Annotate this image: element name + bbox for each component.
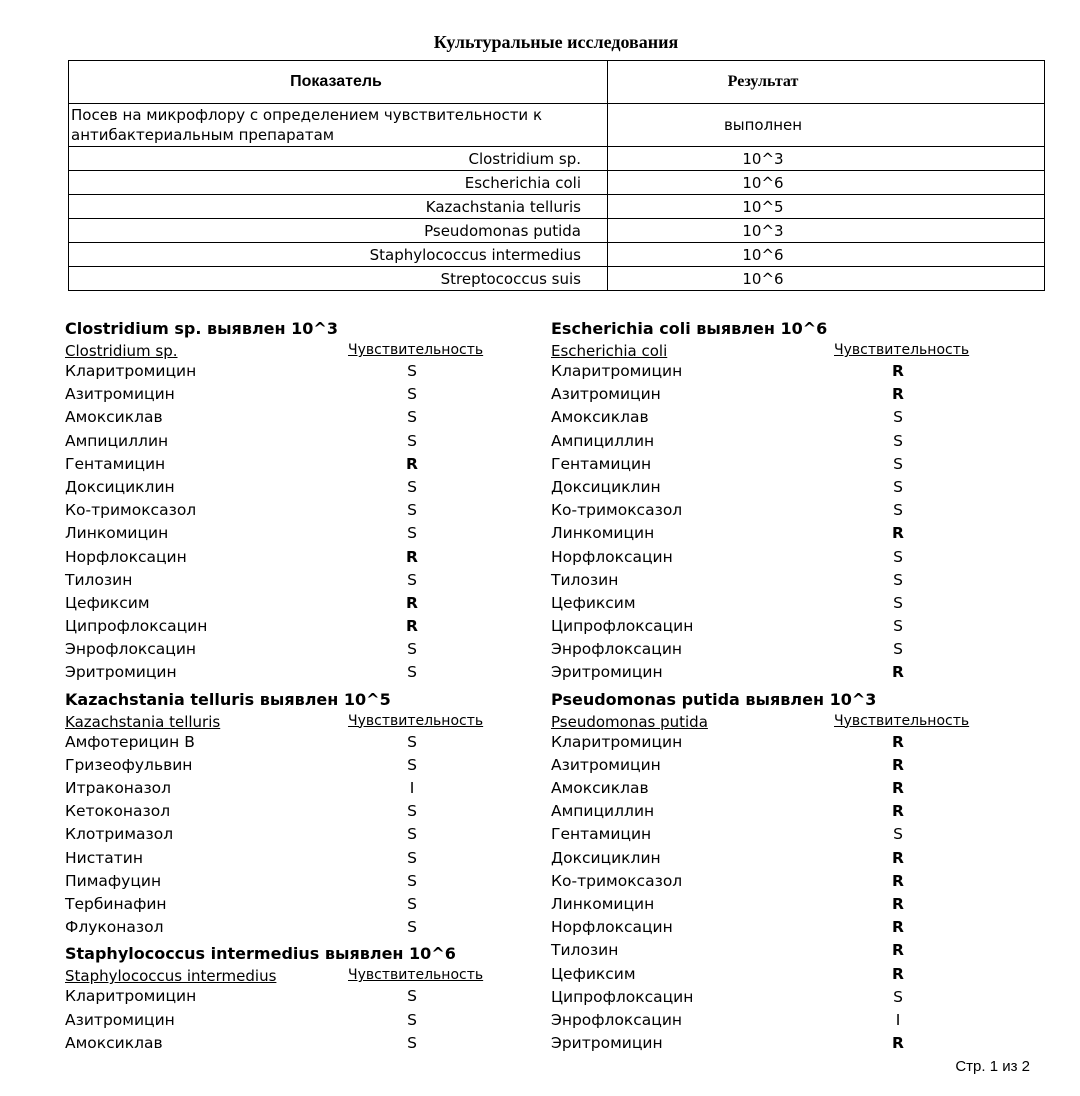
organism-name: Clostridium sp. <box>69 147 608 171</box>
drug-name: Ципрофлоксацин <box>551 987 694 1006</box>
list-item <box>65 385 485 408</box>
list-item <box>65 571 485 594</box>
list-item <box>551 663 971 686</box>
list-item <box>65 617 485 640</box>
organism-name: Pseudomonas putida <box>69 219 608 243</box>
list-item <box>551 849 971 872</box>
list-item <box>65 408 485 431</box>
table-row <box>69 219 1045 243</box>
test-status: выполнен <box>608 104 1045 147</box>
sensitivity-result: S <box>407 755 417 774</box>
list-item <box>65 918 485 941</box>
drug-name: Кларитромицин <box>65 987 197 1006</box>
drug-name: Гризеофульвин <box>65 755 193 774</box>
drug-name: Азитромицин <box>551 755 661 774</box>
organism-label: Escherichia coli <box>551 342 668 360</box>
table-row <box>69 243 1045 267</box>
drug-name: Цефиксим <box>65 593 150 612</box>
list-item <box>551 548 971 571</box>
drug-name: Амоксиклав <box>551 779 649 797</box>
sensitivity-result: S <box>407 732 417 751</box>
drug-name: Амоксиклав <box>65 408 163 427</box>
drug-name: Азитромицин <box>65 1010 175 1029</box>
sensitivity-result: S <box>407 848 417 867</box>
sensitivity-result: R <box>892 1034 904 1053</box>
drug-name: Энрофлоксацин <box>65 640 197 659</box>
list-item <box>65 825 485 848</box>
drug-name: Тилозин <box>551 941 619 960</box>
organism-label: Kazachstania telluris <box>65 712 221 731</box>
list-item <box>551 571 971 594</box>
sensitivity-result: S <box>893 987 903 1006</box>
drug-name: Линкомицин <box>551 894 655 913</box>
sensitivity-result: R <box>892 802 904 821</box>
drug-name: Ципрофлоксацин <box>551 617 694 636</box>
drug-name: Амоксиклав <box>65 1033 163 1052</box>
list-item <box>551 988 971 1011</box>
sensitivity-result: S <box>893 477 903 496</box>
drug-name: Флуконазол <box>65 918 164 937</box>
organism-count: 10^6 <box>608 243 1045 267</box>
sensitivity-result: R <box>892 941 904 960</box>
sensitivity-result: S <box>893 617 903 636</box>
list-item <box>65 802 485 825</box>
table-row <box>69 171 1045 195</box>
sensitivity-label: Чувствительность <box>834 342 970 358</box>
drug-name: Линкомицин <box>551 524 655 543</box>
sensitivity-result: R <box>892 918 904 937</box>
drug-name: Эритромицин <box>551 1034 663 1053</box>
list-item <box>551 779 971 802</box>
drug-name: Норфлоксацин <box>65 547 187 566</box>
drug-name: Тербинафин <box>65 894 167 913</box>
drug-name: Норфлоксацин <box>551 918 673 937</box>
sensitivity-result: S <box>893 501 903 520</box>
left-sensitivity-column <box>65 316 485 1057</box>
sensitivity-result: R <box>892 385 904 404</box>
sensitivity-result: S <box>407 1010 417 1029</box>
sensitivity-result: S <box>893 570 903 589</box>
table-row <box>69 195 1045 219</box>
drug-name: Энрофлоксацин <box>551 640 683 659</box>
sensitivity-result: S <box>407 825 417 844</box>
list-item <box>551 385 971 408</box>
section-title: Clostridium sp. выявлен 10^3 <box>65 319 338 338</box>
sensitivity-result: S <box>407 570 417 589</box>
list-item <box>65 756 485 779</box>
sensitivity-label: Чувствительность <box>834 712 970 729</box>
list-item <box>65 455 485 478</box>
list-item <box>551 594 971 617</box>
test-description: Посев на микрофлору с определением чувствительности к антибактериальным препаратам <box>69 104 608 147</box>
drug-name: Цефиксим <box>551 964 636 983</box>
list-item <box>551 617 971 640</box>
sensitivity-result: S <box>407 524 417 543</box>
header-indicator: Показатель <box>69 61 608 104</box>
sensitivity-result: R <box>892 894 904 913</box>
drug-name: Эритромицин <box>551 663 663 682</box>
list-item <box>65 362 485 385</box>
sensitivity-result: S <box>407 918 417 937</box>
drug-name: Ампициллин <box>65 431 169 450</box>
drug-name: Эритромицин <box>65 663 177 682</box>
list-item <box>551 1011 971 1034</box>
list-item <box>65 640 485 663</box>
sensitivity-result: R <box>892 362 904 380</box>
organism-label: Clostridium sp. <box>65 342 178 360</box>
drug-name: Ципрофлоксацин <box>65 617 208 636</box>
list-item <box>551 408 971 431</box>
section-title: Kazachstania telluris выявлен 10^5 <box>65 689 391 709</box>
sensitivity-result: R <box>892 964 904 983</box>
list-item <box>551 524 971 547</box>
drug-name: Норфлоксацин <box>551 547 673 566</box>
sensitivity-result: S <box>407 894 417 913</box>
table-header-row <box>69 61 1045 104</box>
sensitivity-result: S <box>893 454 903 473</box>
section-subheader <box>551 342 971 362</box>
drug-name: Гентамицин <box>551 454 652 473</box>
list-item <box>65 432 485 455</box>
sensitivity-label: Чувствительность <box>348 967 484 984</box>
organism-count: 10^6 <box>608 171 1045 195</box>
sensitivity-result: R <box>892 732 904 751</box>
results-table <box>68 60 1045 291</box>
sensitivity-result: S <box>407 501 417 520</box>
sensitivity-result: S <box>407 663 417 682</box>
list-item <box>551 872 971 895</box>
sensitivity-result: I <box>409 779 415 797</box>
list-item <box>551 895 971 918</box>
table-row <box>69 147 1045 171</box>
drug-name: Кетоконазол <box>65 802 171 821</box>
list-item <box>551 455 971 478</box>
drug-name: Кларитромицин <box>65 362 197 380</box>
drug-name: Азитромицин <box>551 385 661 404</box>
list-item <box>65 663 485 686</box>
drug-name: Амфотерицин B <box>65 732 195 751</box>
organism-name: Escherichia coli <box>69 171 608 195</box>
organism-count: 10^3 <box>608 147 1045 171</box>
list-item <box>551 640 971 663</box>
drug-name: Ампициллин <box>551 802 655 821</box>
list-item <box>65 895 485 918</box>
list-item <box>551 432 971 455</box>
sensitivity-result: S <box>407 871 417 890</box>
sensitivity-result: I <box>895 1010 901 1029</box>
list-item <box>65 872 485 895</box>
sensitivity-result: S <box>893 593 903 612</box>
organism-count: 10^5 <box>608 195 1045 219</box>
list-item <box>65 501 485 524</box>
sensitivity-result: R <box>406 454 418 473</box>
page-title: Культуральные исследования <box>433 32 679 52</box>
sensitivity-result: S <box>407 1033 417 1052</box>
sensitivity-result: S <box>893 640 903 659</box>
list-item <box>551 362 971 385</box>
organism-name: Kazachstania telluris <box>69 195 608 219</box>
list-item <box>551 965 971 988</box>
page-number: Стр. 1 из 2 <box>955 1058 1030 1075</box>
list-item <box>551 1034 971 1057</box>
sensitivity-result: R <box>892 848 904 867</box>
section-subheader <box>65 713 485 733</box>
list-item <box>65 478 485 501</box>
drug-name: Кларитромицин <box>551 732 683 751</box>
drug-name: Тилозин <box>65 570 133 589</box>
sensitivity-result: R <box>892 524 904 543</box>
drug-name: Кларитромицин <box>551 362 683 380</box>
drug-name: Цефиксим <box>551 593 636 612</box>
list-item <box>551 941 971 964</box>
section-subheader <box>65 342 485 362</box>
table-row <box>69 104 1045 147</box>
sensitivity-result: R <box>892 663 904 682</box>
list-item <box>65 548 485 571</box>
sensitivity-result: R <box>406 593 418 612</box>
organism-name: Staphylococcus intermedius <box>69 243 608 267</box>
organism-count: 10^3 <box>608 219 1045 243</box>
sensitivity-result: S <box>893 547 903 566</box>
list-item <box>65 1011 485 1034</box>
drug-name: Амоксиклав <box>551 408 649 427</box>
list-item <box>65 779 485 802</box>
list-item <box>551 501 971 524</box>
section-title: Staphylococcus intermedius выявлен 10^6 <box>65 944 456 964</box>
sensitivity-result: S <box>407 640 417 659</box>
list-item <box>65 987 485 1010</box>
organism-name: Streptococcus suis <box>69 267 608 291</box>
list-item <box>65 524 485 547</box>
drug-name: Ко-тримоксазол <box>551 501 683 520</box>
sensitivity-result: R <box>892 779 904 797</box>
sensitivity-label: Чувствительность <box>348 342 484 358</box>
sensitivity-result: S <box>893 408 903 427</box>
drug-name: Ко-тримоксазол <box>551 871 683 890</box>
section-subheader <box>551 713 971 733</box>
sensitivity-result: R <box>406 617 418 636</box>
sensitivity-result: R <box>892 755 904 774</box>
sensitivity-label: Чувствительность <box>348 712 484 729</box>
header-result: Результат <box>608 61 1045 104</box>
drug-name: Доксициклин <box>551 477 661 496</box>
sensitivity-result: R <box>892 871 904 890</box>
list-item <box>551 802 971 825</box>
drug-name: Итраконазол <box>65 779 172 797</box>
drug-name: Пимафуцин <box>65 871 162 890</box>
drug-name: Клотримазол <box>65 825 174 844</box>
drug-name: Доксициклин <box>551 848 661 867</box>
drug-name: Ко-тримоксазол <box>65 501 197 520</box>
sensitivity-result: S <box>893 431 903 450</box>
table-row <box>69 267 1045 291</box>
list-item <box>65 849 485 872</box>
list-item <box>65 1034 485 1057</box>
drug-name: Гентамицин <box>65 454 166 473</box>
list-item <box>551 733 971 756</box>
section-title: Escherichia coli выявлен 10^6 <box>551 319 828 338</box>
section-title: Pseudomonas putida выявлен 10^3 <box>551 689 877 709</box>
drug-name: Азитромицин <box>65 385 175 404</box>
drug-name: Доксициклин <box>65 477 175 496</box>
drug-name: Гентамицин <box>551 825 652 844</box>
list-item <box>65 594 485 617</box>
sensitivity-result: S <box>893 825 903 844</box>
list-item <box>551 825 971 848</box>
organism-label: Pseudomonas putida <box>551 712 708 731</box>
sensitivity-result: R <box>406 547 418 566</box>
sensitivity-result: S <box>407 408 417 427</box>
drug-name: Тилозин <box>551 570 619 589</box>
sensitivity-result: S <box>407 477 417 496</box>
list-item <box>551 918 971 941</box>
sensitivity-result: S <box>407 987 417 1006</box>
right-sensitivity-column <box>551 316 971 1057</box>
sensitivity-result: S <box>407 362 417 380</box>
drug-name: Нистатин <box>65 848 144 867</box>
section-subheader <box>65 967 485 987</box>
list-item <box>551 756 971 779</box>
sensitivity-result: S <box>407 802 417 821</box>
list-item <box>65 733 485 756</box>
organism-count: 10^6 <box>608 267 1045 291</box>
sensitivity-result: S <box>407 431 417 450</box>
organism-label: Staphylococcus intermedius <box>65 967 277 986</box>
sensitivity-result: S <box>407 385 417 404</box>
drug-name: Энрофлоксацин <box>551 1010 683 1029</box>
drug-name: Ампициллин <box>551 431 655 450</box>
drug-name: Линкомицин <box>65 524 169 543</box>
list-item <box>551 478 971 501</box>
